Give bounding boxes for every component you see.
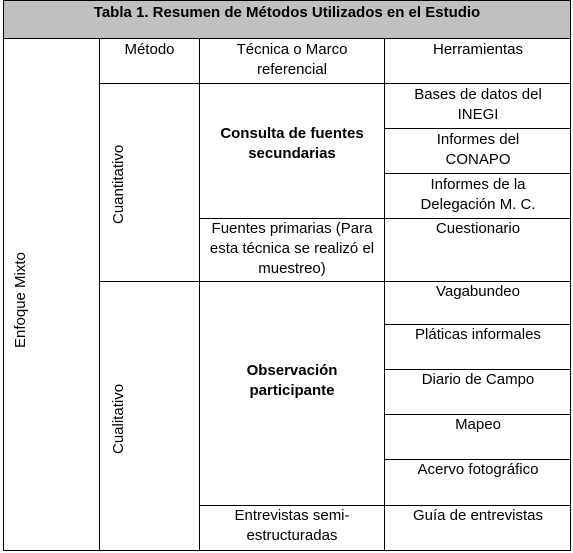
tecnica-entrevistas: Entrevistas semi-estructuradas bbox=[234, 507, 350, 544]
herramienta-diario: Diario de Campo bbox=[421, 371, 535, 388]
tecnica-consulta: Consulta de fuentes secundarias bbox=[220, 125, 364, 162]
metodo-cuantitativo: Cuantitativo bbox=[110, 144, 127, 224]
table-title: Tabla 1. Resumen de Métodos Utilizados en el Estudio bbox=[4, 1, 570, 39]
header-metodo: Método bbox=[124, 41, 175, 58]
enfoque-label: Enfoque Mixto bbox=[12, 252, 29, 348]
header-tecnica: Técnica o Marco referencial bbox=[236, 41, 348, 78]
herramienta-cuestionario: Cuestionario bbox=[435, 220, 521, 237]
herramienta-guia: Guía de entrevistas bbox=[412, 507, 544, 524]
herramienta-vagabundeo: Vagabundeo bbox=[436, 283, 520, 300]
herramienta-mapeo: Mapeo bbox=[455, 416, 501, 433]
divider bbox=[99, 39, 100, 551]
tecnica-fuentes-primarias: Fuentes primarias (Para esta técnica se realizó el muestreo) bbox=[209, 220, 375, 277]
herramienta-acervo: Acervo fotográfico bbox=[417, 461, 539, 478]
herramienta-conapo: Informes del CONAPO bbox=[436, 131, 520, 168]
herramienta-delegacion: Informes de la Delegación M. C. bbox=[420, 176, 536, 213]
header-herramientas: Herramientas bbox=[432, 41, 524, 58]
tecnica-observacion: Observación participante bbox=[246, 362, 338, 399]
herramienta-platicas: Pláticas informales bbox=[415, 326, 541, 343]
metodo-cualitativo: Cualitativo bbox=[110, 383, 127, 454]
divider bbox=[384, 128, 571, 129]
divider bbox=[384, 173, 571, 174]
herramienta-inegi: Bases de datos del INEGI bbox=[414, 86, 542, 123]
